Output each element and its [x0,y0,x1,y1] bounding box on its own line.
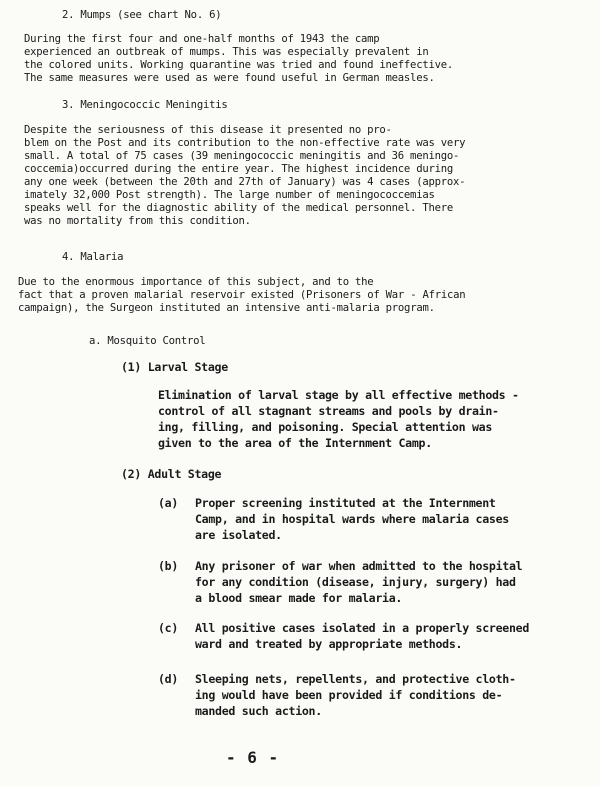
text-line: The same measures were used as were found useful in German measles. [24,72,435,84]
section-4-paragraph [18,276,465,315]
text-line: a blood smear made for malaria. [195,591,403,605]
text-line: was no mortality from this condition. [24,215,251,227]
text-line: All positive cases isolated in a properly screened [195,621,530,635]
text-line: coccemia)occurred during the entire year. The highest incidence during [24,163,453,175]
text-line: Camp, and in hospital wards where malaria cases [195,512,509,526]
text-line: Proper screening instituted at the Internment [195,496,496,510]
text-line: blem on the Post and its contribution to the non-effective rate was very [24,137,466,149]
item-d-label: (d) [158,672,179,686]
text-line: campaign), the Surgeon instituted an intensive anti-malaria program. [18,302,435,314]
text-line: Any prisoner of war when admitted to the hospital [195,559,523,573]
item-b-label: (b) [158,559,179,573]
item-c-label: (c) [158,621,179,635]
text-line: Elimination of larval stage by all effective methods - [158,388,519,402]
text-line: small. A total of 75 cases (39 meningococcic meningitis and 36 meningo- [24,150,460,162]
item-d-text [195,671,516,719]
text-line: ing, filling, and poisoning. Special attention was [158,420,493,434]
text-line: control of all stagnant streams and pools by drain- [158,404,499,418]
text-line: speaks well for the diagnostic ability of the medical personnel. There [24,202,453,214]
section-2-paragraph [24,33,453,85]
section-2-heading: 2. Mumps (see chart No. 6) [62,9,222,21]
text-line: Due to the enormous importance of this subject, and to the [18,276,374,288]
larval-stage-paragraph [158,387,519,451]
item-a-label: (a) [158,496,179,510]
text-line: fact that a proven malarial reservoir existed (Prisoners of War - African [18,289,466,301]
page-number: - 6 - [226,748,280,767]
text-line: ing would have been provided if conditions de- [195,688,503,702]
item-a-text [195,495,509,543]
section-3-paragraph [24,124,465,228]
text-line: given to the area of the Internment Camp. [158,436,432,450]
section-3-heading: 3. Meningococcic Meningitis [62,99,228,111]
text-line: imately 32,000 Post strength). The large number of meningococcemias [24,189,435,201]
item-c-text [195,620,529,652]
text-line: ward and treated by appropriate methods. [195,637,463,651]
text-line: Despite the seriousness of this disease it presented no pro- [24,124,392,136]
text-line: Sleeping nets, repellents, and protective cloth- [195,672,516,686]
text-line: manded such action. [195,704,322,718]
text-line: experienced an outbreak of mumps. This was especially prevalent in [24,46,429,58]
larval-stage-heading: (1) Larval Stage [121,360,228,374]
text-line: any one week (between the 20th and 27th of January) was 4 cases (approx- [24,176,466,188]
mosquito-control-heading: a. Mosquito Control [89,335,206,347]
text-line: During the first four and one-half months of 1943 the camp [24,33,380,45]
text-line: the colored units. Working quarantine was tried and found ineffective. [24,59,453,71]
item-b-text [195,558,522,606]
section-4-heading: 4. Malaria [62,251,124,263]
text-line: are isolated. [195,528,282,542]
adult-stage-heading: (2) Adult Stage [121,467,222,481]
text-line: for any condition (disease, injury, surgery) had [195,575,516,589]
